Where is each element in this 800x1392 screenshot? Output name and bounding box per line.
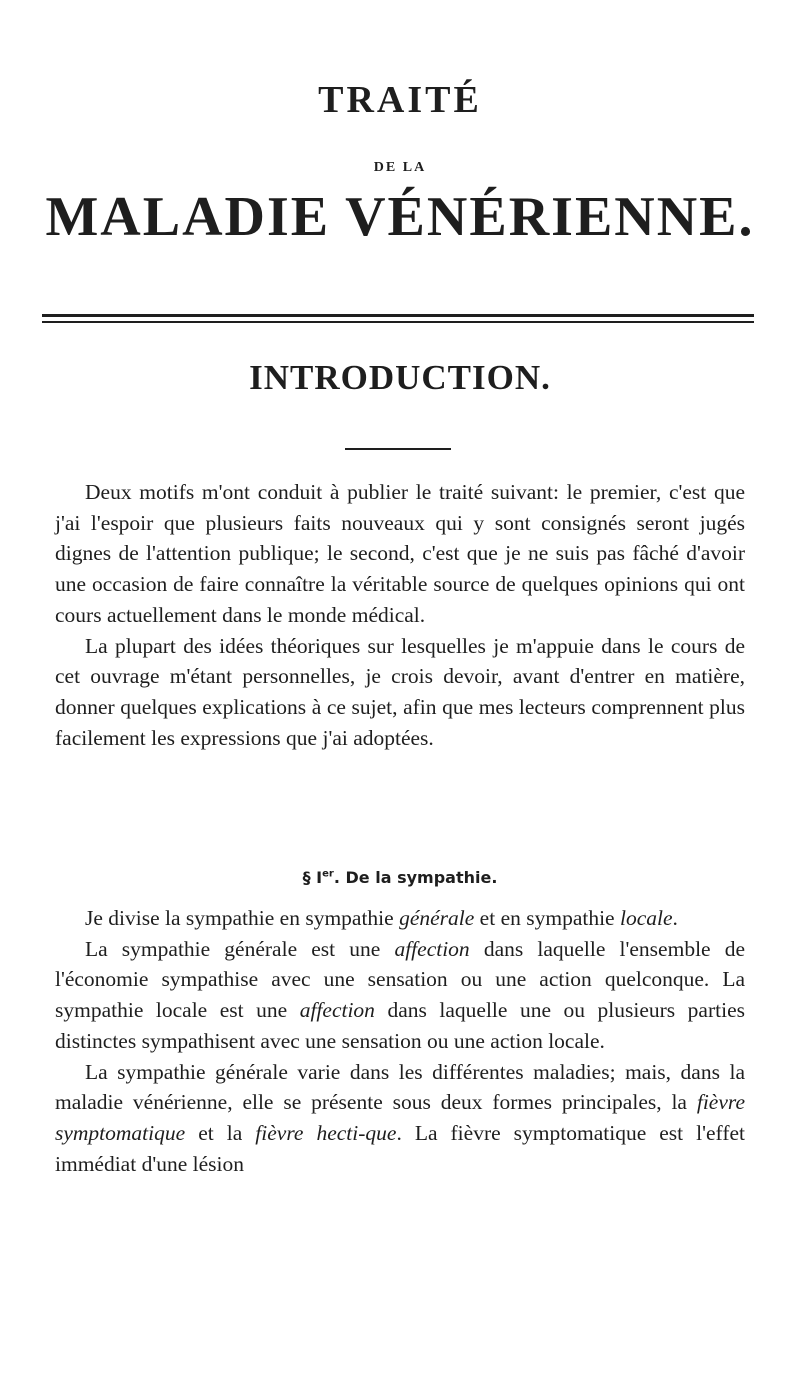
- section-paragraph: La sympathie générale est une affection dans laquelle l'ensemble de l'économie sympathise avec une sensation ou une action quelconque. La sympathie locale est une affection dans laquelle une ou plusieurs parties distinctes sympathisent avec une sensation ou une action locale.: [55, 936, 746, 1053]
- double-rule-top: [42, 314, 754, 317]
- introduction-body: [55, 477, 745, 753]
- title-traite: TRAITÉ: [318, 79, 482, 121]
- intro-paragraph: La plupart des idées théoriques sur lesquelles je m'appuie dans le cours de cet ouvrage m'étant personnelles, je crois devoir, avant d'entrer en matière, donner quelques explications à ce sujet, afin que mes lecteurs comprennent plus facilement les expressions que j'ai adoptées.: [55, 633, 745, 750]
- section-superscript: er: [322, 868, 334, 880]
- section-paragraph: La sympathie générale varie dans les différentes maladies; mais, dans la maladie vénérienne, elle se présente sous deux formes principales, la fièvre symptomatique et la fièvre hecti-que. La fièvre symptomatique est l'effet immédiat d'une lésion: [55, 1059, 745, 1176]
- section-heading: [0, 868, 800, 887]
- section-body: [55, 903, 745, 1179]
- title-de-la: DE LA: [373, 160, 427, 175]
- section-paragraph: Je divise la sympathie en sympathie générale et en sympathie locale.: [85, 906, 678, 930]
- introduction-heading: INTRODUCTION.: [249, 358, 551, 397]
- section-title: . De la sympathie.: [333, 868, 498, 887]
- intro-paragraph: Deux motifs m'ont conduit à publier le traité suivant: le premier, c'est que j'ai l'espoir que plusieurs faits nouveaux qui y sont consignés seront jugés dignes de l'attention publique; le second, c'est que je ne suis pas fâché d'avoir une occasion de faire connaître la véritable source de quelques opinions qui ont cours actuellement dans le monde médical.: [55, 480, 745, 627]
- section-symbol: § I: [302, 868, 323, 887]
- short-divider-rule: [345, 448, 451, 450]
- title-maladie-venerienne: MALADIE VÉNÉRIENNE.: [45, 186, 755, 248]
- double-rule-bottom: [42, 321, 754, 323]
